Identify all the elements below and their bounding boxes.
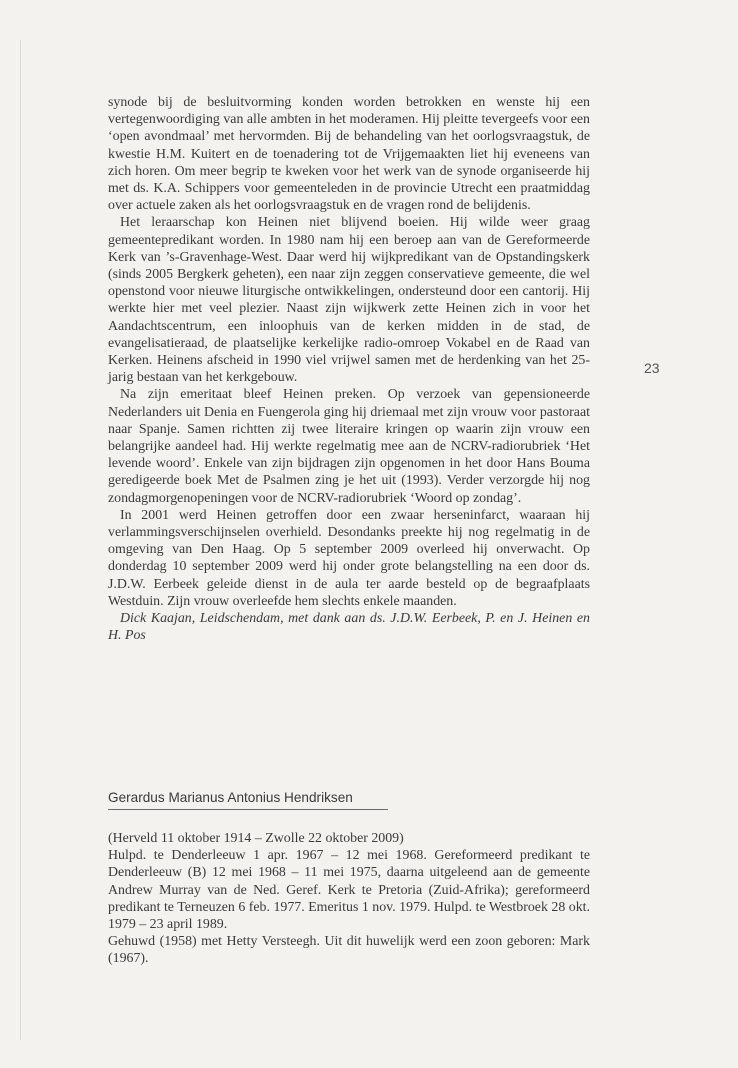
paragraph-4: In 2001 werd Heinen getroffen door een zwaar herseninfarct, waaraan hij verlammingsverschijnselen overhield. Desondanks preekte hij nog regelmatig in de omgeving van Den Haag. Op 5 september 2009 overleed hij onverwacht. Op donderdag 10 september 2009 werd hij onder grote belangstelling na een door ds. J.D.W. Eerbeek geleide dienst in de aula ter aarde besteld op de begraafplaats Westduin. Zijn vrouw overleefde hem slechts enkele maanden. — [108, 507, 590, 609]
entry-title: Gerardus Marianus Antonius Hendriksen — [108, 790, 353, 805]
entry-career: Hulpd. te Denderleeuw 1 apr. 1967 – 12 mei 1968. Gereformeerd predikant te Denderleeuw (B) 12 mei 1968 – 11 mei 1975, daarna uitgeleend aan de gemeente Andrew Murray van de Ned. Geref. Kerk te Pretoria (Zuid-Afrika); gereformeerd predikant te Terneuzen 6 feb. 1977. Emeritus 1 nov. 1979. Hulpd. te Westbroek 28 okt. 1979 – 23 april 1989. — [108, 848, 590, 933]
entry-body — [108, 830, 590, 968]
paragraph-3: Na zijn emeritaat bleef Heinen preken. Op verzoek van gepensioneerde Nederlanders uit Denia en Fuengerola ging hij driemaal met zijn vrouw voor pastoraat naar Spanje. Samen richtten zij twee literaire kringen op waarin zijn vrouw een belangrijke aandeel had. Hij werkte regelmatig mee aan de NCRV-radiorubriek ‘Het levende woord’. Enkele van zijn bijdragen zijn opgenomen in het door Hans Bouma geredigeerde boek Met de Psalmen zing je het uit (1993). Verder verzorgde hij nog zondagmorgenopeningen voor de NCRV-radiorubriek ‘Woord op zondag’. — [108, 387, 590, 506]
paragraph-2: Het leraarschap kon Heinen niet blijvend boeien. Hij wilde weer graag gemeentepredikant worden. In 1980 nam hij een beroep aan van de Gereformeerde Kerk van ’s-Gravenhage-West. Daar werd hij wijkpredikant van de Opstandingskerk (sinds 2005 Bergkerk geheten), een naar zijn zeggen conservatieve gemeente, die wel openstond voor nieuwe liturgische ontwikkelingen, ondersteund door een cantorij. Hij werkte hier met veel plezier. Naast zijn wijkwerk zette Heinen zich in voor het Aandachtscentrum, een inloophuis van de kerken midden in de stad, de evangelisatieraad, de plaatselijke kerkelijke radio-omroep Vokabel en de Raad van Kerken. Heinens afscheid in 1990 viel vrijwel samen met de herdenking van het 25-jarig bestaan van het kerkgebouw. — [108, 215, 590, 386]
biography-body — [108, 94, 590, 645]
author-signature: Dick Kaajan, Leidschendam, met dank aan ds. J.D.W. Eerbeek, P. en J. Heinen en H. Pos — [108, 611, 590, 644]
page-number: 23 — [644, 360, 660, 376]
paragraph-1: synode bij de besluitvorming konden worden betrokken en wenste hij een vertegenwoordiging van alle ambten in het moderamen. Hij pleitte tevergeefs voor een ‘open avondmaal’ met hervormden. Bij de behandeling van het oorlogsvraagstuk, de kwestie H.M. Kuitert en de toenadering tot de Vrijgemaakten liet hij eveneens van zich horen. Om meer begrip te kweken voor het werk van de synode organiseerde hij met ds. K.A. Schippers voor gemeenteleden in de provincie Utrecht een praatmiddag over actuele zaken als het oorlogsvraagstuk en de vragen rond de belijdenis. — [108, 95, 590, 214]
page-edge-line — [20, 40, 21, 1040]
title-underline — [108, 809, 388, 810]
entry-life-dates: (Herveld 11 oktober 1914 – Zwolle 22 oktober 2009) — [108, 831, 404, 846]
entry-family: Gehuwd (1958) met Hetty Versteegh. Uit dit huwelijk werd een zoon geboren: Mark (1967). — [108, 934, 590, 967]
